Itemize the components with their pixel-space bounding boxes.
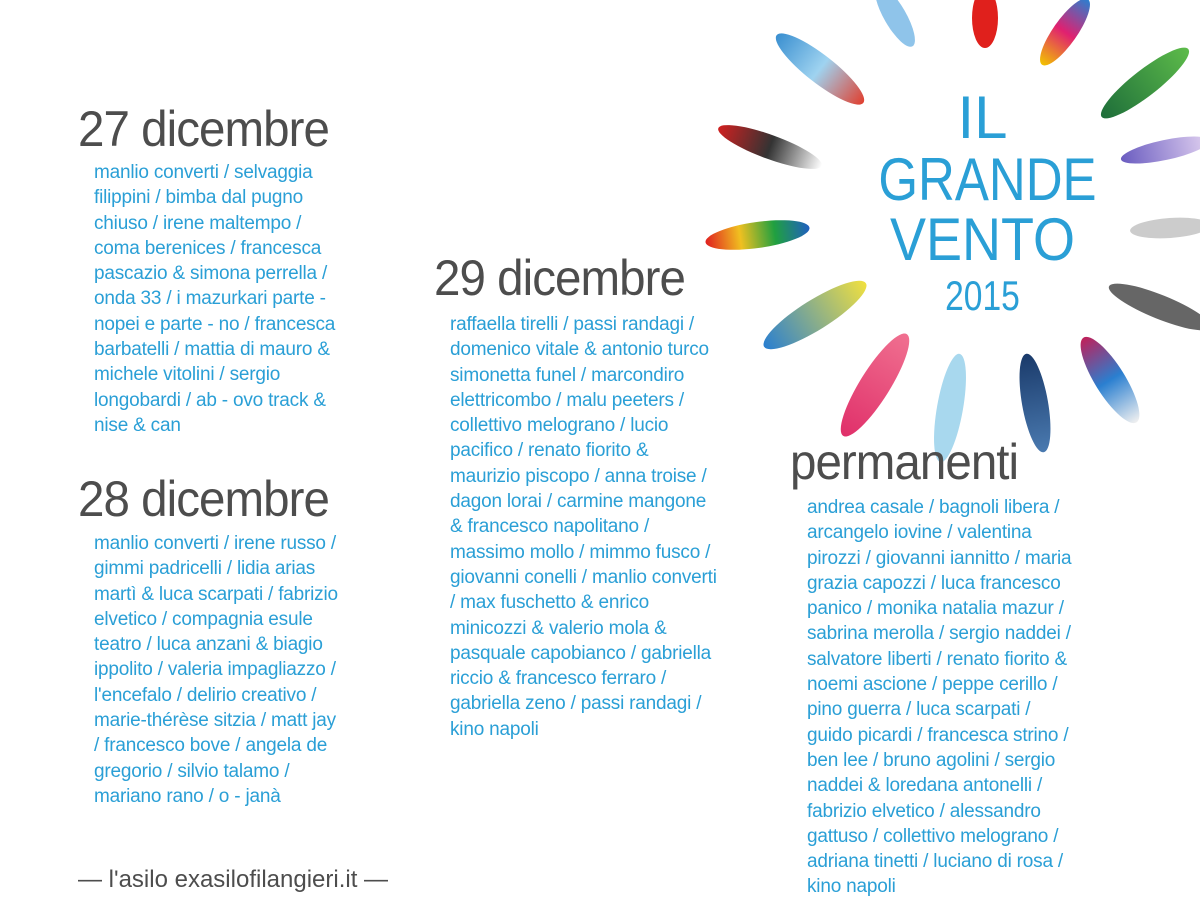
artist-line: gabriella zeno / passi randagi /: [450, 693, 702, 715]
artist-line: nopei e parte - no / francesca: [94, 313, 336, 335]
artist-line: / max fuschetto & enrico: [450, 592, 650, 614]
artist-line: l'encefalo / delirio creativo /: [94, 684, 317, 706]
feather-icon: [1032, 0, 1098, 72]
artist-line: longobardi / ab - ovo track &: [94, 389, 326, 411]
artist-line: minicozzi & valerio mola &: [450, 617, 667, 639]
feather-icon: [1094, 39, 1197, 127]
artist-line: barbatelli / mattia di mauro &: [94, 339, 330, 361]
artist-list-29: [450, 312, 717, 742]
artist-line: gattuso / collettivo melograno /: [807, 825, 1059, 847]
artist-line: noemi ascione / peppe cerillo /: [807, 674, 1058, 696]
artist-line: raffaella tirelli / passi randagi /: [450, 314, 694, 335]
artist-line: michele vitolini / sergio: [94, 364, 281, 386]
artist-line: salvatore liberti / renato fiorito &: [807, 648, 1067, 670]
artist-line: manlio converti / selvaggia: [94, 162, 313, 183]
artist-line: simonetta funel / marcondiro: [450, 364, 685, 386]
feather-icon: [714, 117, 826, 177]
feather-icon: [756, 270, 874, 359]
artist-line: kino napoli: [450, 718, 539, 740]
artist-line: grazia capozzi / luca francesco: [807, 572, 1061, 594]
artist-line: andrea casale / bagnoli libera /: [807, 497, 1060, 518]
artist-list-28: [94, 531, 338, 809]
poster-title-line2: GRANDE: [878, 146, 1097, 213]
artist-line: & francesco napolitano /: [450, 516, 650, 538]
feather-icon: [868, 0, 922, 52]
artist-line: giovanni conelli / manlio converti: [450, 566, 717, 588]
feather-icon: [1071, 330, 1149, 431]
feather-icon: [1119, 131, 1200, 169]
artist-line: arcangelo iovine / valentina: [807, 522, 1032, 544]
section-heading-28: 28 dicembre: [78, 471, 329, 527]
artist-line: nise & can: [94, 414, 181, 436]
feather-icon: [830, 326, 919, 444]
artist-line: panico / monika natalia mazur /: [807, 598, 1064, 620]
artist-line: adriana tinetti / luciano di rosa /: [807, 851, 1063, 873]
feather-icon: [1129, 215, 1200, 241]
artist-list-permanenti: [807, 495, 1071, 900]
artist-line: massimo mollo / mimmo fusco /: [450, 541, 711, 563]
artist-line: elvetico / compagnia esule: [94, 608, 313, 630]
section-heading-permanenti: permanenti: [790, 434, 1019, 490]
artist-line: naddei & loredana antonelli /: [807, 775, 1043, 797]
artist-line: riccio & francesco ferraro /: [450, 668, 667, 690]
artist-line: collettivo melograno / lucio: [450, 415, 669, 437]
artist-line: pascazio & simona perrella /: [94, 263, 328, 285]
artist-line: manlio converti / irene russo /: [94, 533, 336, 554]
footer-website: — l'asilo exasilofilangieri.it —: [78, 866, 389, 893]
artist-line: maurizio piscopo / anna troise /: [450, 465, 707, 487]
artist-line: pino guerra / luca scarpati /: [807, 699, 1031, 721]
artist-line: ippolito / valeria impagliazzo /: [94, 659, 336, 681]
section-heading-27: 27 dicembre: [78, 101, 329, 157]
artist-line: kino napoli: [807, 876, 896, 898]
feather-icon: [1105, 275, 1200, 338]
artist-line: onda 33 / i mazurkari parte -: [94, 288, 326, 310]
artist-line: ben lee / bruno agolini / sergio: [807, 749, 1056, 771]
feather-icon: [768, 24, 872, 114]
artist-line: coma berenices / francesca: [94, 237, 322, 259]
artist-line: sabrina merolla / sergio naddei /: [807, 623, 1071, 645]
feather-icon: [704, 215, 812, 255]
artist-line: teatro / luca anzani & biagio: [94, 634, 323, 656]
artist-line: dagon lorai / carmine mangone: [450, 491, 707, 513]
artist-line: filippini / bimba dal pugno: [94, 187, 304, 209]
poster-title-line1: IL: [957, 84, 1008, 151]
artist-line: pasquale capobianco / gabriella: [450, 642, 712, 664]
artist-line: / francesco bove / angela de: [94, 735, 328, 757]
artist-line: domenico vitale & antonio turco: [450, 339, 709, 361]
section-heading-29: 29 dicembre: [434, 250, 685, 306]
poster-title-year: 2015: [945, 272, 1020, 319]
artist-line: mariano rano / o - janà: [94, 785, 281, 807]
artist-line: chiuso / irene maltempo /: [94, 212, 302, 234]
artist-line: gregorio / silvio talamo /: [94, 760, 290, 782]
artist-line: elettricombo / malu peeters /: [450, 389, 684, 411]
artist-list-27: [94, 160, 335, 438]
artist-line: pirozzi / giovanni iannitto / maria: [807, 547, 1072, 569]
artist-line: guido picardi / francesca strino /: [807, 724, 1069, 746]
artist-line: pacifico / renato fiorito &: [450, 440, 649, 462]
feather-icon: [972, 0, 998, 48]
artist-line: marie-thérèse sitzia / matt jay: [94, 710, 336, 732]
artist-line: gimmi padricelli / lidia arias: [94, 558, 316, 580]
artist-line: fabrizio elvetico / alessandro: [807, 800, 1041, 822]
poster-title-line3: VENTO: [889, 206, 1076, 273]
feather-icon: [1014, 352, 1057, 455]
artist-line: martì & luca scarpati / fabrizio: [94, 583, 338, 605]
